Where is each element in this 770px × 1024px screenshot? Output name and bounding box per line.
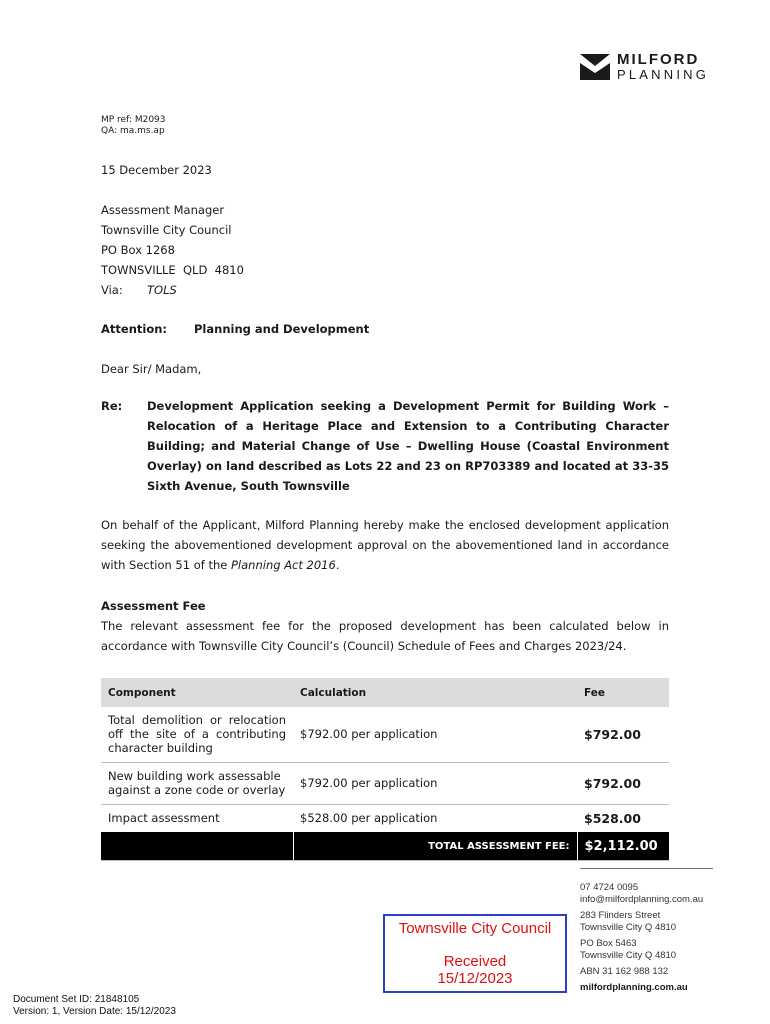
column-header-component: Component [101, 678, 293, 707]
fee-paragraph-line: The relevant assessment fee for the proposed development has been calculated below in [101, 619, 669, 633]
contact-phone: 07 4724 0095 [580, 882, 639, 893]
recipient-address [101, 200, 244, 300]
total-label: TOTAL ASSESSMENT FEE: [293, 832, 577, 861]
component-cell [101, 762, 293, 804]
via-line [101, 280, 244, 300]
planning-act-reference: Planning Act 2016 [231, 558, 336, 572]
attention-value: Planning and Development [194, 322, 370, 336]
re-line: Building; and Material Change of Use – Dwelling House (Coastal Environment [147, 439, 669, 453]
table-row [101, 762, 669, 804]
address-line: TOWNSVILLE QLD 4810 [101, 263, 244, 277]
logo-word-milford: MILFORD [617, 51, 700, 68]
intro-paragraph [101, 515, 669, 575]
re-label: Re: [101, 399, 123, 413]
assessment-fee-section [101, 596, 669, 656]
total-value: $2,112.00 [577, 832, 669, 861]
re-line: Relocation of a Heritage Place and Extension to a Contributing Character [147, 419, 669, 433]
re-line: Overlay) on land described as Lots 22 and 23 on RP703389 and located at 33-35 [147, 459, 669, 473]
calculation-cell: $792.00 per application [293, 707, 577, 762]
logo-word-planning: PLANNING [617, 67, 710, 82]
component-line: New building work assessable [108, 769, 281, 783]
document-version: Version: 1, Version Date: 15/12/2023 [13, 1006, 176, 1017]
document-set-id: Document Set ID: 21848105 [13, 994, 140, 1005]
address-line: Assessment Manager [101, 203, 225, 217]
fee-table [101, 678, 669, 861]
stamp-received: Received [443, 953, 507, 970]
contact-street-city: Townsville City Q 4810 [580, 922, 677, 933]
intro-line3-suffix: . [335, 558, 340, 572]
via-value: TOLS [147, 283, 177, 297]
column-header-calculation: Calculation [293, 678, 577, 707]
component-line: character building [108, 741, 213, 756]
total-blank-cell [101, 832, 293, 861]
via-label: Via: [101, 283, 123, 297]
component-cell [101, 804, 293, 832]
contact-block [580, 882, 703, 994]
mp-ref: MP ref: M2093 [101, 115, 166, 125]
fee-cell: $528.00 [584, 810, 641, 826]
contact-email: info@milfordplanning.com.au [580, 894, 704, 905]
component-cell [101, 707, 293, 762]
milford-logo-mark-icon [580, 52, 610, 82]
calculation-cell: $528.00 per application [300, 811, 438, 826]
qa-ref: QA: ma.ms.ap [101, 126, 165, 136]
stamp-date: 15/12/2023 [437, 970, 513, 987]
intro-line [101, 555, 669, 575]
re-line: Sixth Avenue, South Townsville [147, 479, 350, 493]
component-line: off the site of a contributing [108, 727, 286, 742]
calculation-cell: $792.00 per application [293, 762, 577, 804]
component-line: Impact assessment [108, 811, 220, 826]
table-row [101, 804, 669, 832]
milford-planning-logo [580, 51, 720, 83]
component-line: Total demolition or relocation [108, 713, 286, 728]
attention-label: Attention: [101, 322, 168, 336]
address-line: PO Box 1268 [101, 243, 175, 257]
intro-line: On behalf of the Applicant, Milford Planning hereby make the enclosed development application [101, 518, 669, 532]
component-line: against a zone code or overlay [108, 783, 286, 797]
re-line: Development Application seeking a Development Permit for Building Work – [147, 399, 669, 413]
salutation: Dear Sir/ Madam, [101, 362, 202, 376]
intro-line: seeking the abovementioned development approval on the abovementioned land in accordance [101, 538, 669, 552]
intro-line3-prefix: with Section 51 of the [101, 558, 231, 572]
letter-date: 15 December 2023 [101, 163, 212, 177]
stamp-council-name: Townsville City Council [398, 920, 552, 937]
document-set-footer [13, 994, 176, 1018]
reference-block [101, 115, 166, 137]
assessment-fee-heading: Assessment Fee [101, 599, 206, 613]
total-row [101, 832, 669, 861]
contact-street: 283 Flinders Street [580, 910, 661, 921]
fee-cell: $792.00 [577, 762, 669, 804]
fee-paragraph-line: accordance with Townsville City Council’s (Council) Schedule of Fees and Charges 2023/24. [101, 639, 627, 653]
contact-website: milfordplanning.com.au [580, 982, 688, 993]
contact-po-city: Townsville City Q 4810 [580, 950, 677, 961]
contact-abn: ABN 31 162 988 132 [580, 966, 669, 977]
fee-table-header-row [101, 678, 669, 707]
address-line: Townsville City Council [101, 223, 232, 237]
contact-divider [580, 868, 713, 869]
table-row [101, 707, 669, 762]
attention-line [101, 319, 369, 339]
fee-cell: $792.00 [577, 707, 669, 762]
column-header-fee: Fee [577, 678, 669, 707]
re-subject [147, 396, 669, 496]
contact-po-box: PO Box 5463 [580, 938, 637, 949]
council-received-stamp [383, 914, 567, 993]
